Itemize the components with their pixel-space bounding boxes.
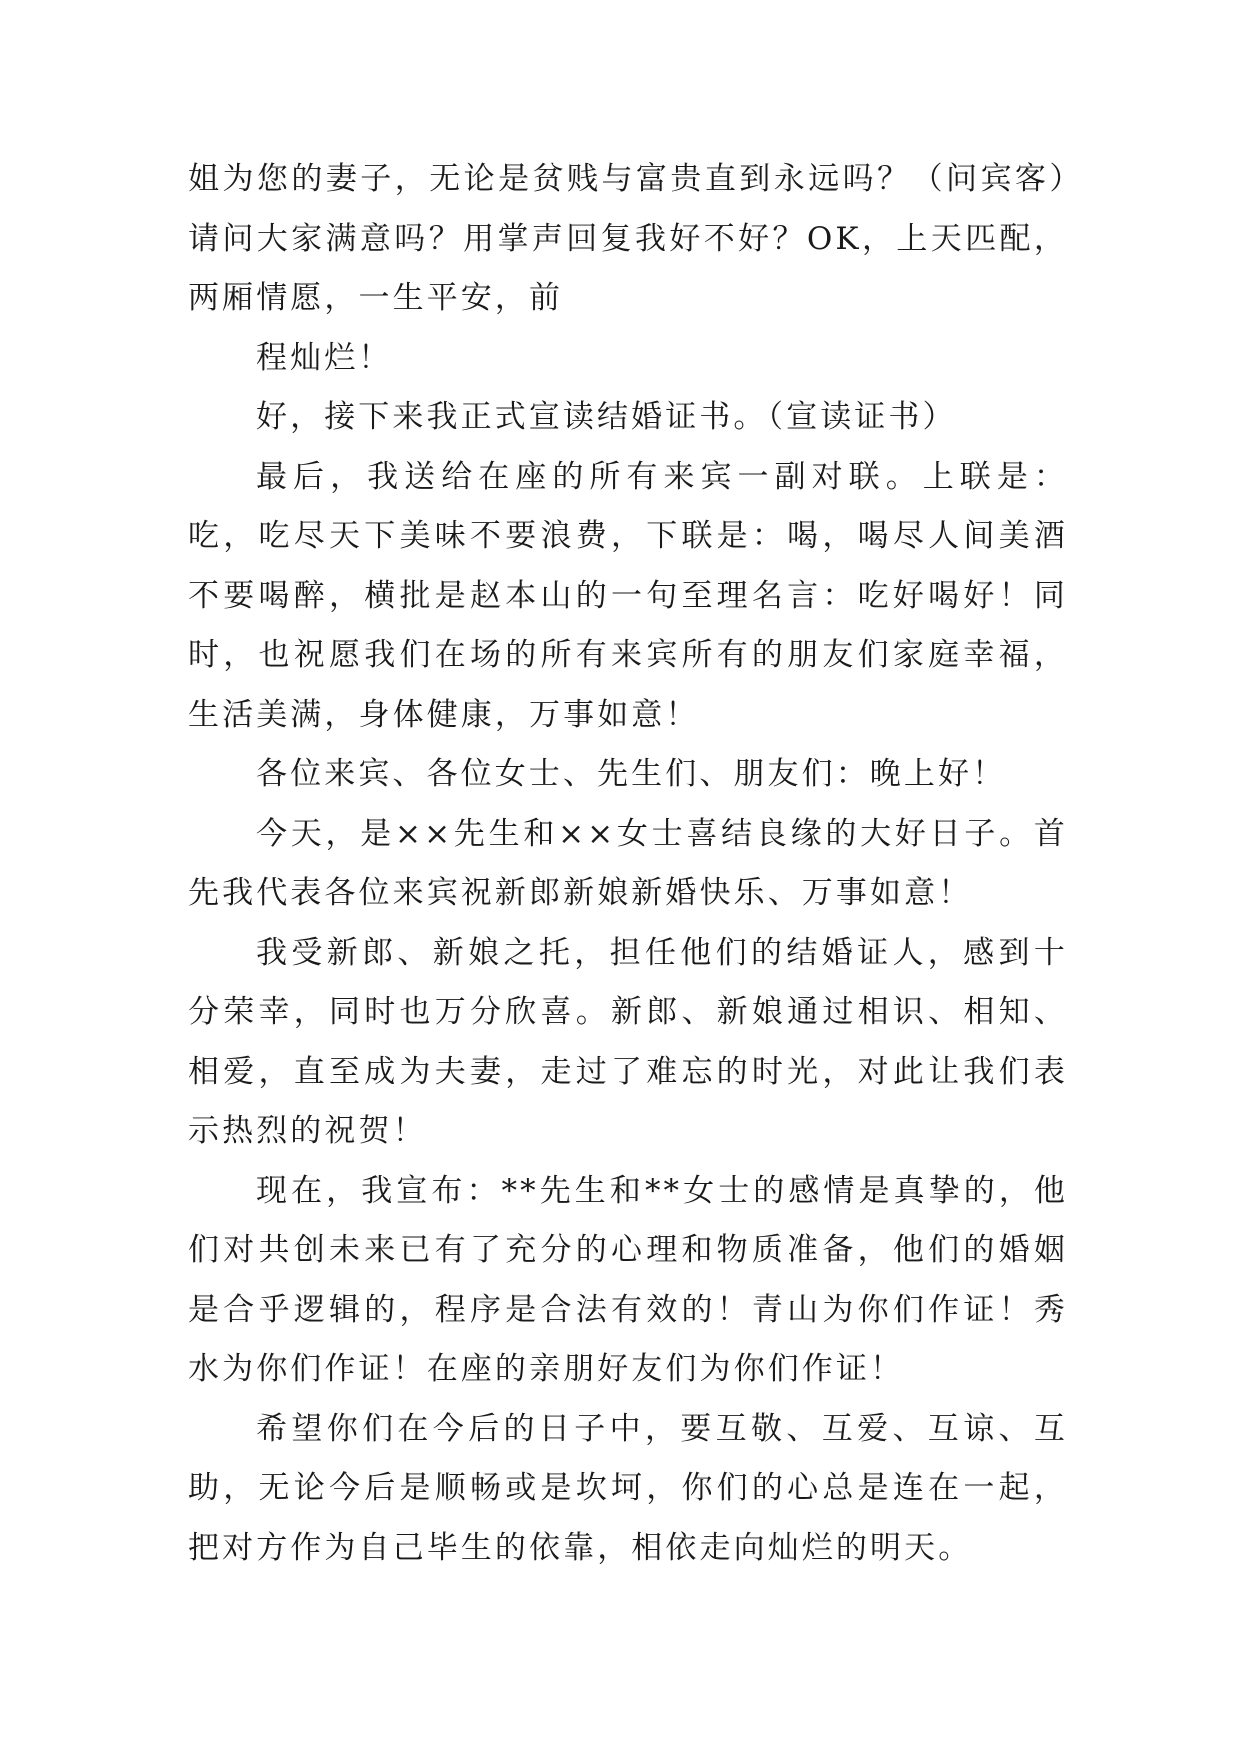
- paragraph-2: 程灿烂！: [256, 339, 393, 376]
- paragraph-8: 现在，我宣布：**先生和**女士的感情是真挚的，他们对共创未来已有了充分的心理和物质准备，他们的婚姻是合乎逻辑的，程序是合法有效的！青山为你们作证！秀水为你们作证！在座的亲朋好友们为你们作证！: [188, 1172, 1068, 1387]
- paragraph-6: 今天，是××先生和××女士喜结良缘的大好日子。首先我代表各位来宾祝新郎新娘新婚快乐、万事如意！: [188, 815, 1068, 911]
- paragraph-4: 最后，我送给在座的所有来宾一副对联。上联是：吃，吃尽天下美味不要浪费，下联是：喝，喝尽人间美酒不要喝醉，横批是赵本山的一句至理名言：吃好喝好！同时，也祝愿我们在场的所有来宾所有的朋友们家庭幸福，生活美满，身体健康，万事如意！: [188, 458, 1068, 733]
- paragraph-9: 希望你们在今后的日子中，要互敬、互爱、互谅、互助，无论今后是顺畅或是坎坷，你们的心总是连在一起，把对方作为自己毕生的依靠，相依走向灿烂的明天。: [188, 1410, 1068, 1566]
- body-text: [188, 150, 1068, 1578]
- paragraph-1: 姐为您的妻子，无论是贫贱与富贵直到永远吗？（问宾客）请问大家满意吗？用掌声回复我好不好？OK，上天匹配，两厢情愿，一生平安，前: [188, 161, 1068, 316]
- paragraph-7: 我受新郎、新娘之托，担任他们的结婚证人，感到十分荣幸，同时也万分欣喜。新郎、新娘通过相识、相知、相爱，直至成为夫妻，走过了难忘的时光，对此让我们表示热烈的祝贺！: [188, 934, 1068, 1149]
- paragraph-3: 好，接下来我正式宣读结婚证书。（宣读证书）: [256, 399, 957, 435]
- paragraph-5: 各位来宾、各位女士、先生们、朋友们：晚上好！: [256, 756, 1007, 792]
